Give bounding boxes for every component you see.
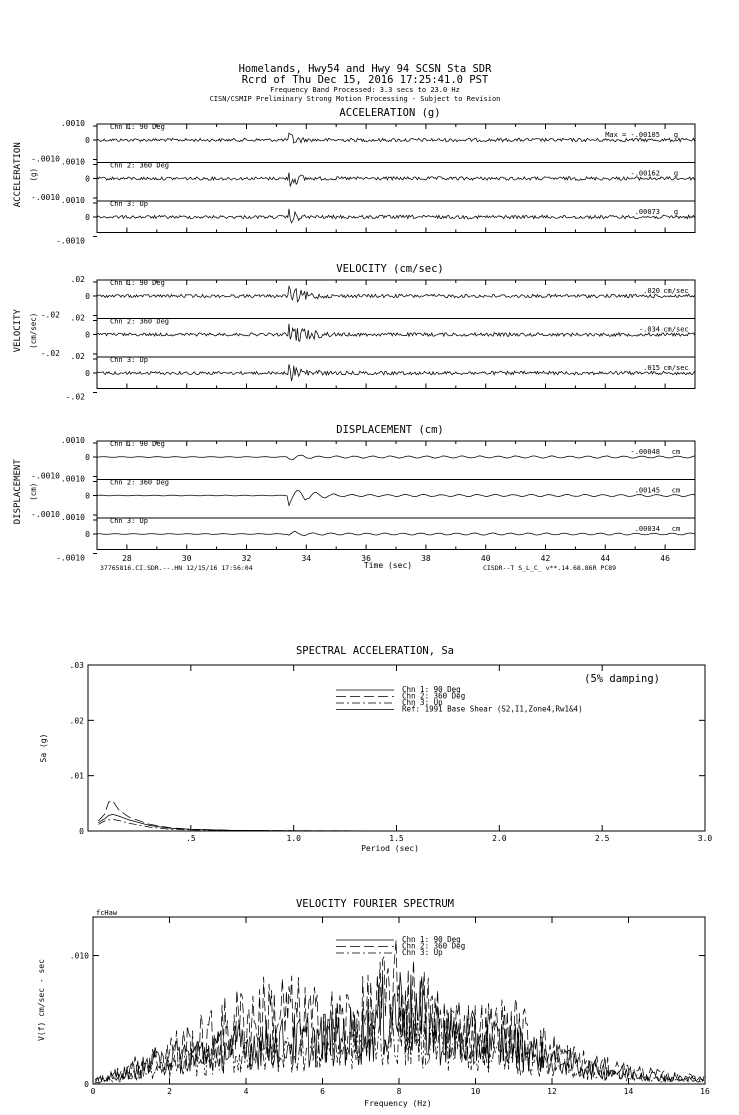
channel-bottom-label: -.02 (40, 310, 60, 320)
panel-title: VELOCITY (cm/sec) (336, 263, 444, 275)
channel-max-value: -.00162 (630, 169, 660, 178)
x-tick-label: 4 (243, 1087, 249, 1096)
channel-name: Chn 1: 90 Deg (110, 279, 165, 287)
spectral-acceleration-chart (39, 645, 712, 853)
time-axis-label: Time (sec) (363, 561, 413, 570)
sa-axis-ticks (70, 661, 713, 843)
fs-y-label: V(f) cm/sec - sec (37, 959, 46, 1041)
x-tick-label: 1.5 (389, 834, 404, 843)
channel-bottom-label: -.0010 (56, 236, 85, 246)
panel-title: DISPLACEMENT (cm) (336, 424, 444, 436)
channel-top-label: .0010 (60, 436, 85, 445)
time-series-panels (13, 107, 695, 563)
channel-max-value: -.034 (638, 325, 660, 334)
x-tick-label: 3.0 (697, 834, 713, 843)
header-line-4: CISN/CSMIP Preliminary Strong Motion Processing - Subject to Revision (209, 95, 501, 103)
channel-max-value: .020 (643, 287, 660, 295)
channel-unit: cm/sec (663, 287, 689, 295)
footer-left: 37765816.CI.SDR.--.HN 12/15/16 17:56:04 (100, 564, 253, 572)
sa-y-label: Sa (g) (39, 733, 48, 763)
channel-bottom-label: -.0010 (31, 154, 60, 164)
sa-title: SPECTRAL ACCELERATION, Sa (295, 645, 455, 657)
x-tick-label: 0 (90, 1087, 96, 1096)
channel-bottom-label: -.0010 (31, 193, 60, 202)
channel-zero-label: 0 (85, 292, 90, 301)
channel-bottom-label: -.0010 (56, 553, 85, 563)
x-tick-label: 2.5 (594, 834, 610, 843)
fs-title: VELOCITY FOURIER SPECTRUM (295, 898, 455, 910)
x-tick-label: .5 (186, 834, 196, 843)
y-tick-label: 0 (79, 827, 84, 836)
channel-zero-label: 0 (85, 174, 90, 184)
x-tick-label: 6 (320, 1087, 325, 1096)
fs-legend (336, 935, 465, 957)
fs-corner-label: fcHaw (96, 909, 118, 917)
panel-title: ACCELERATION (g) (339, 107, 441, 119)
x-tick-label: 2 (167, 1087, 172, 1096)
y-tick-label: .03 (69, 661, 84, 670)
channel-zero-label: 0 (85, 369, 90, 378)
channel-top-label: .0010 (60, 196, 85, 205)
channel-zero-label: 0 (85, 530, 90, 539)
x-tick-label: 10 (470, 1087, 481, 1096)
channel-max-value: .00145 (634, 486, 660, 495)
channel-zero-label: 0 (85, 491, 90, 501)
channel-zero-label: 0 (85, 213, 90, 222)
channel-name: Chn 2: 360 Deg (110, 161, 170, 170)
channel-name: Chn 3: Up (110, 517, 148, 525)
channel-top-label: .02 (70, 313, 85, 323)
channel-top-label: .0010 (60, 157, 85, 167)
channel-name: Chn 1: 90 Deg (110, 123, 165, 131)
panel-1 (13, 263, 695, 402)
x-tick-label: 2.0 (492, 834, 507, 843)
time-tick-label: 44 (600, 554, 611, 563)
x-tick-label: 1.0 (286, 834, 301, 843)
channel-name: Chn 1: 90 Deg (110, 440, 165, 448)
channel-unit: g (673, 131, 679, 139)
panel-2 (13, 424, 695, 563)
y-tick-label: 0 (84, 1080, 89, 1089)
panel-unit-label: (cm/sec) (29, 312, 38, 349)
channel-max-value: .00034 (634, 525, 660, 533)
channel-bottom-label: -.02 (65, 392, 85, 402)
header-line-3: Frequency Band Processed: 3.3 secs to 23.0 Hz (270, 86, 460, 94)
time-tick-label: 42 (540, 554, 551, 563)
header-line-1: Homelands, Hwy54 and Hwy 94 SCSN Sta SDR (238, 63, 492, 75)
channel-top-label: .0010 (60, 513, 85, 522)
x-tick-label: 14 (623, 1087, 634, 1096)
legend-entry: Chn 2: 360 Deg (402, 691, 466, 701)
channel-unit: cm/sec (663, 364, 689, 372)
channel-trace (97, 491, 695, 506)
sa-series-line (98, 801, 705, 831)
channel-max-value: Max = -.00105 (605, 131, 660, 139)
channel-name: Chn 3: Up (110, 356, 148, 364)
channel-trace (97, 324, 695, 342)
channel-top-label: .0010 (60, 474, 85, 484)
sa-legend (336, 685, 583, 714)
channel-max-value: -.00048 (630, 448, 660, 456)
channel-bottom-label: -.02 (40, 349, 60, 358)
sa-damping-note: (5% damping) (584, 673, 660, 685)
channel-zero-label: 0 (85, 330, 90, 340)
channel-max-value: .015 (643, 364, 660, 372)
channel-top-label: .02 (70, 352, 85, 361)
legend-entry: Chn 2: 360 Deg (402, 941, 466, 951)
channel-trace (97, 209, 695, 223)
panel-side-label: VELOCITY (13, 309, 23, 353)
time-tick-label: 30 (181, 554, 192, 563)
sa-series-lines (98, 801, 705, 831)
channel-top-label: .02 (70, 275, 85, 284)
footer-right: CISDR--T S_L_C_ v**.14.68.86R PC89 (483, 564, 617, 572)
panel-side-label: ACCELERATION (13, 142, 23, 208)
panel-unit-label: (cm) (29, 482, 38, 501)
time-tick-label: 38 (421, 554, 431, 563)
y-tick-label: .01 (69, 771, 84, 781)
time-tick-label: 36 (361, 554, 371, 563)
channel-zero-label: 0 (85, 136, 90, 145)
channel-zero-label: 0 (85, 453, 90, 462)
time-tick-label: 28 (122, 554, 132, 563)
time-tick-label: 34 (301, 554, 312, 563)
channel-max-value: .00073 (634, 208, 660, 216)
sa-series-line (98, 814, 705, 831)
channel-unit: g (673, 208, 679, 216)
y-tick-label: .02 (69, 716, 84, 726)
x-tick-label: 12 (547, 1087, 557, 1096)
panel-side-label: DISPLACEMENT (13, 459, 23, 525)
time-tick-label: 32 (241, 554, 252, 563)
channel-bottom-label: -.0010 (31, 510, 60, 519)
channel-trace (97, 455, 695, 460)
channel-unit: cm (671, 486, 681, 495)
channel-name: Chn 3: Up (110, 200, 148, 208)
channel-trace (97, 364, 695, 381)
channel-unit: cm/sec (663, 325, 689, 334)
panel-0 (13, 107, 695, 246)
channel-top-label: .0010 (60, 119, 85, 128)
legend-entry: Chn 1: 90 Deg (402, 935, 461, 944)
time-tick-label: 40 (480, 554, 491, 563)
legend-entry: Chn 1: 90 Deg (402, 685, 461, 694)
channel-unit: cm (671, 448, 681, 456)
legend-entry: Ref: 1991 Base Shear (S2,I1,Zone4,Rw1&4) (402, 704, 583, 714)
legend-entry: Chn 3: Up (402, 698, 443, 707)
header-line-2: Rcrd of Thu Dec 15, 2016 17:25:41.0 PST (241, 74, 489, 86)
channel-name: Chn 2: 360 Deg (110, 317, 170, 326)
x-tick-label: 8 (396, 1087, 402, 1096)
sa-x-label: Period (sec) (361, 844, 419, 853)
x-tick-label: 16 (700, 1087, 710, 1096)
sa-plot-frame (88, 665, 705, 831)
channel-trace (97, 173, 695, 187)
fourier-spectrum-chart (37, 898, 710, 1108)
fs-series-lines (95, 940, 704, 1083)
channel-trace (97, 531, 695, 535)
channel-trace (97, 286, 695, 301)
channel-unit: g (673, 169, 679, 178)
channel-name: Chn 2: 360 Deg (110, 478, 170, 487)
channel-bottom-label: -.0010 (31, 471, 60, 481)
report-header (210, 63, 501, 103)
channel-unit: cm (671, 525, 681, 533)
legend-entry: Chn 3: Up (402, 948, 443, 957)
panel-unit-label: (g) (29, 167, 38, 182)
time-tick-label: 46 (660, 554, 670, 563)
fs-x-label: Frequency (Hz) (364, 1099, 432, 1108)
y-tick-label: .010 (69, 951, 89, 961)
